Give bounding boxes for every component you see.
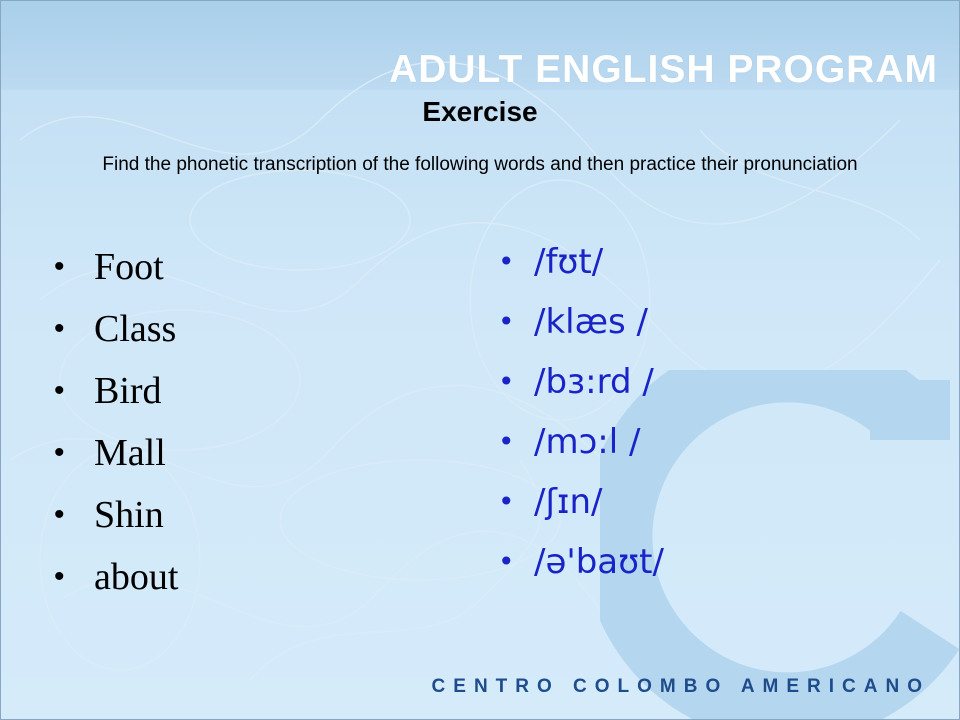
transcription-text: /fʊt/	[534, 242, 604, 282]
program-title: ADULT ENGLISH PROGRAM	[389, 48, 938, 91]
transcription-text: /klæs /	[534, 302, 648, 342]
bullet-icon: •	[54, 436, 65, 469]
bullet-icon: •	[54, 312, 65, 345]
transcription-text: /mɔ:l /	[534, 422, 641, 462]
bullet-icon: •	[498, 545, 515, 578]
word-text: Mall	[94, 432, 166, 474]
bullet-icon: •	[54, 250, 65, 283]
bullet-icon: •	[498, 305, 515, 338]
transcription-text: /bɜ:rd /	[534, 362, 654, 402]
exercise-instructions: Find the phonetic transcription of the following words and then practice their pronunciation	[102, 154, 858, 175]
transcription-text: /ə'baʊt/	[534, 542, 664, 582]
bullet-icon: •	[54, 560, 65, 593]
organization-name: CENTRO COLOMBO AMERICANO	[431, 676, 930, 697]
bullet-icon: •	[54, 498, 65, 531]
word-text: Foot	[94, 246, 164, 288]
bullet-icon: •	[498, 425, 515, 458]
bullet-icon: •	[54, 374, 65, 407]
bullet-icon: •	[498, 485, 515, 518]
page-title: Exercise	[422, 96, 538, 127]
word-text: about	[94, 556, 179, 598]
bullet-icon: •	[498, 245, 515, 278]
word-text: Bird	[94, 370, 162, 412]
word-text: Shin	[94, 494, 164, 536]
transcription-text: /ʃɪn/	[534, 482, 603, 522]
word-text: Class	[94, 308, 177, 350]
bullet-icon: •	[498, 365, 515, 398]
